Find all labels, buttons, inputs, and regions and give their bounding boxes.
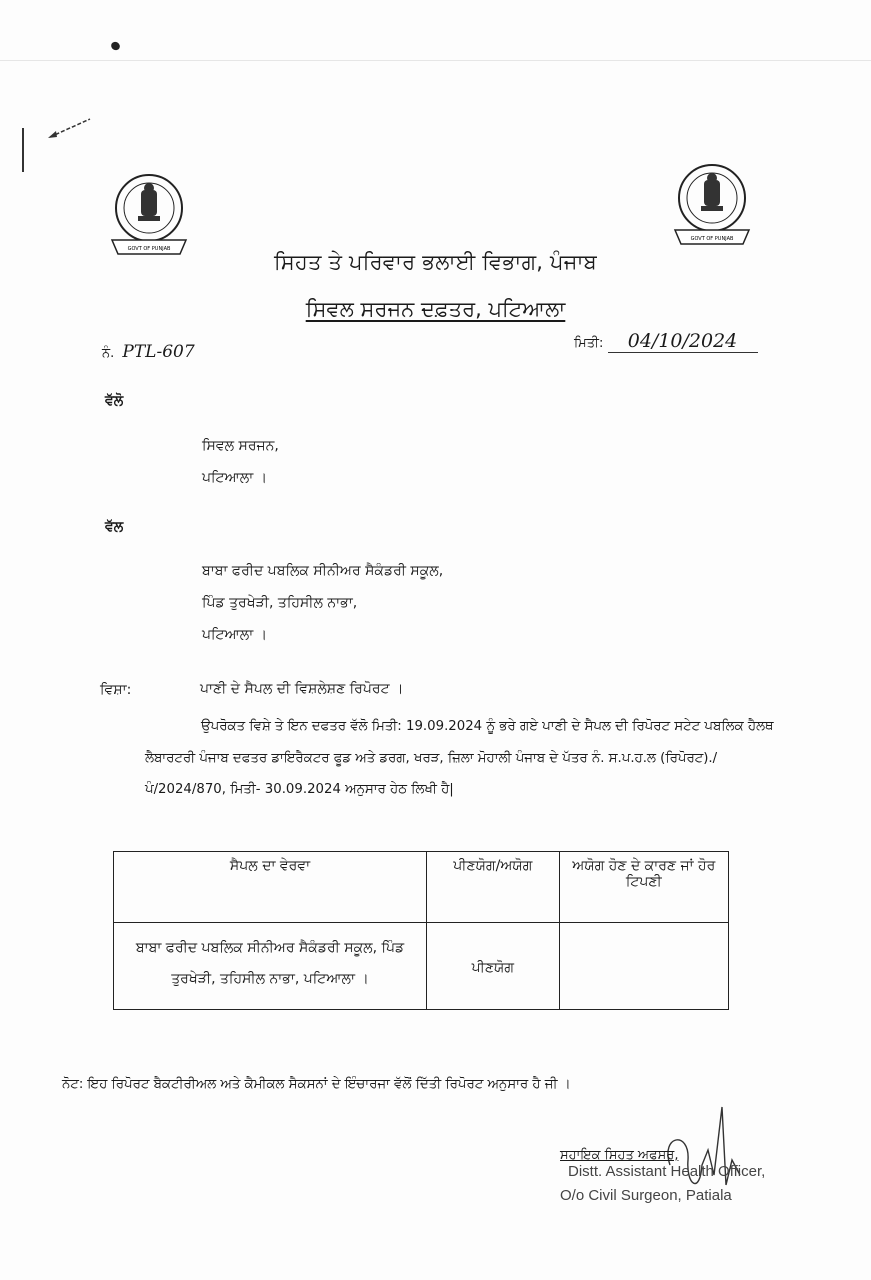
signatory-title-punjabi: ਸਹਾਇਕ ਸਿਹਤ ਅਫਸਰ, bbox=[560, 1148, 679, 1163]
to-label: ਵੱਲ bbox=[105, 519, 124, 535]
paper-fold-line bbox=[0, 60, 871, 61]
signatory-designation: Distt. Assistant Health Officer, bbox=[568, 1163, 766, 1180]
subject-label: ਵਿਸ਼ਾ: bbox=[100, 682, 132, 698]
remarks-cell bbox=[559, 923, 728, 1010]
potability-cell: ਪੀਣਯੋਗ bbox=[427, 923, 560, 1010]
from-address-line: ਪਟਿਆਲਾ । bbox=[202, 470, 268, 486]
signatory-office: O/o Civil Surgeon, Patiala bbox=[560, 1187, 732, 1204]
arrow-mark-icon bbox=[46, 115, 94, 141]
pen-bracket-mark bbox=[22, 128, 24, 172]
seal-label: GOVT OF PUNJAB bbox=[690, 236, 734, 242]
reference-number bbox=[102, 342, 195, 362]
office-title: ਸਿਵਲ ਸਰਜਨ ਦਫ਼ਤਰ, ਪਟਿਆਲਾ bbox=[305, 297, 566, 321]
to-address-line: ਪਿੰਡ ਤੁਰਖੇੜੀ, ਤਹਿਸੀਲ ਨਾਭਾ, bbox=[202, 595, 358, 611]
table-row bbox=[114, 923, 729, 1010]
to-address bbox=[202, 555, 443, 651]
from-address bbox=[202, 430, 279, 494]
from-address-line: ਸਿਵਲ ਸਰਜਨ, bbox=[202, 438, 279, 454]
department-title: ਸਿਹਤ ਤੇ ਪਰਿਵਾਰ ਭਲਾਈ ਵਿਭਾਗ, ਪੰਜਾਬ bbox=[273, 250, 597, 274]
seal-label: GOVT OF PUNJAB bbox=[127, 246, 171, 252]
date-value: 04/10/2024 bbox=[608, 330, 758, 353]
sample-report-table bbox=[113, 851, 729, 1010]
reference-number-label: ਨੰ. bbox=[102, 346, 115, 361]
table-header-cell: ਪੀਣਯੋਗ/ਅਯੋਗ bbox=[427, 852, 560, 923]
date-label: ਮਿਤੀ: bbox=[574, 336, 604, 351]
govt-punjab-seal-left bbox=[108, 170, 190, 262]
govt-punjab-seal-right bbox=[671, 160, 753, 252]
table-header-row bbox=[114, 852, 729, 923]
from-label: ਵੱਲੋ bbox=[105, 393, 124, 409]
reference-number-value: PTL-607 bbox=[122, 342, 195, 362]
ink-mark bbox=[110, 40, 122, 51]
table-header-cell: ਸੈਪਲ ਦਾ ਵੇਰਵਾ bbox=[114, 852, 427, 923]
to-address-line: ਪਟਿਆਲਾ । bbox=[202, 627, 268, 643]
subject-text: ਪਾਣੀ ਦੇ ਸੈਪਲ ਦੀ ਵਿਸ਼ਲੇਸ਼ਣ ਰਿਪੋਰਟ । bbox=[200, 681, 404, 697]
signature-block bbox=[560, 1105, 820, 1215]
sample-description-cell: ਬਾਬਾ ਫਰੀਦ ਪਬਲਿਕ ਸੀਨੀਅਰ ਸੈਕੰਡਰੀ ਸਕੂਲ, ਪਿੰਡ ਤੁਰਖੇੜੀ, ਤਹਿਸੀਲ ਨਾਭਾ, ਪਟਿਆਲਾ । bbox=[114, 923, 427, 1010]
to-address-line: ਬਾਬਾ ਫਰੀਦ ਪਬਲਿਕ ਸੀਨੀਅਰ ਸੈਕੰਡਰੀ ਸਕੂਲ, bbox=[202, 563, 444, 579]
body-paragraph: ਉਪਰੋਕਤ ਵਿਸ਼ੇ ਤੇ ਇਨ ਦਫਤਰ ਵੱਲੋ ਮਿਤੀ: 19.09.2024 ਨੂੰ ਭਰੇ ਗਏ ਪਾਣੀ ਦੇ ਸੈਪਲ ਦੀ ਰਿਪੋਰਟ ਸਟੇਟ ਪਬਲਿਕ ਹੈਲਥ ਲੈਬਾਰਟਰੀ ਪੰਜਾਬ ਦਫਤਰ ਡਾਇਰੈਕਟਰ ਫੂਡ ਅਤੇ ਡਰਗ, ਖਰੜ, ਜ਼ਿਲਾ ਮੋਹਾਲੀ ਪੰਜਾਬ ਦੇ ਪੱਤਰ ਨੰ. ਸ.ਪ.ਹ.ਲ (ਰਿਪੋਰਟ)./ਪੰ/2024/870, ਮਿਤੀ- 30.09.2024 ਅਨੁਸਾਰ ਹੇਠ ਲਿਖੀ ਹੈ| bbox=[145, 719, 774, 797]
table-header-cell: ਅਯੋਗ ਹੋਣ ਦੇ ਕਾਰਣ ਜਾਂ ਹੋਰ ਟਿਪਣੀ bbox=[559, 852, 728, 923]
letter-date bbox=[574, 330, 758, 353]
note-text: ਨੋਟ: ਇਹ ਰਿਪੋਰਟ ਬੈਕਟੀਰੀਅਲ ਅਤੇ ਕੈਮੀਕਲ ਸੈਕਸਨਾਂ ਦੇ ਇੰਚਾਰਜਾ ਵੱਲੋਂ ਦਿੱਤੀ ਰਿਪੋਰਟ ਅਨੁਸਾਰ ਹੈ ਜੀ । bbox=[62, 1077, 571, 1092]
